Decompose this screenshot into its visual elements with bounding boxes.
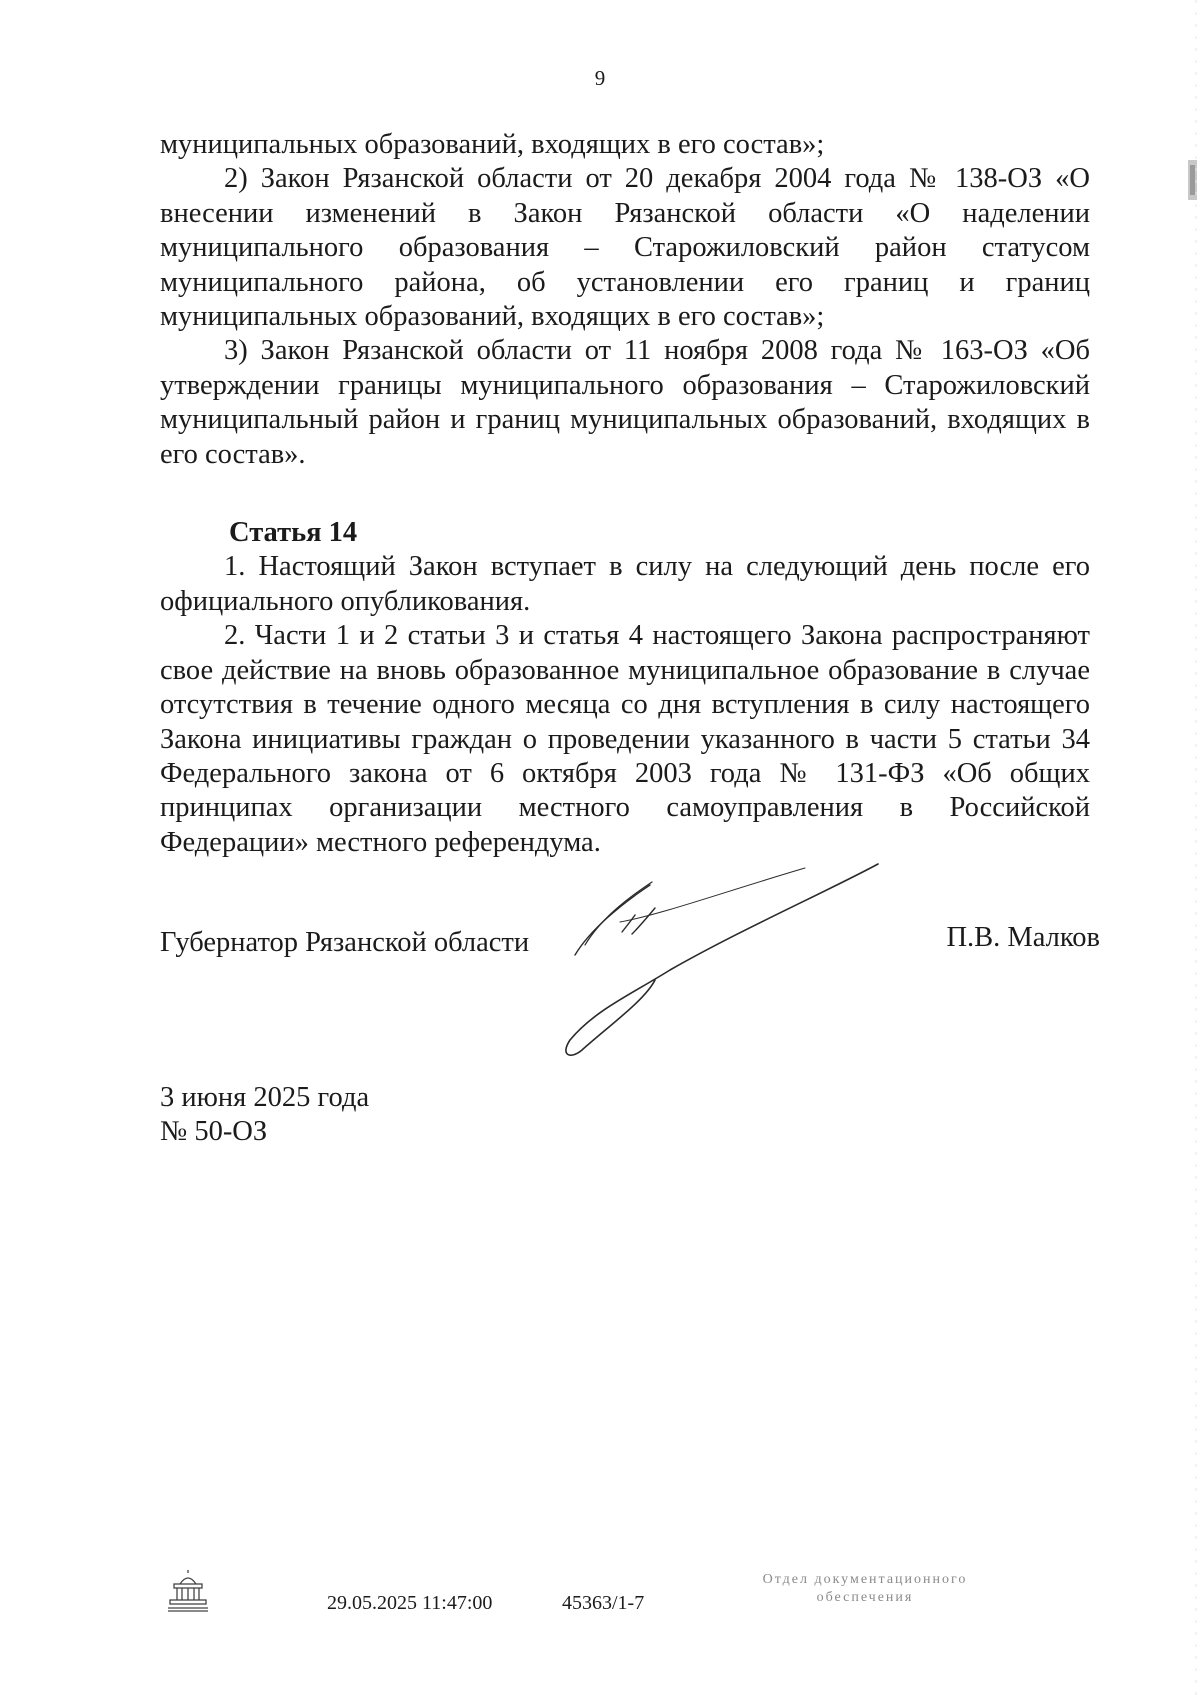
department-stamp	[700, 1571, 1030, 1607]
footer-registration-number: 45363/1-7	[562, 1592, 645, 1614]
scan-edge-artifact	[1178, 0, 1200, 1695]
paragraph-continuation: муниципальных образований, входящих в его состав»;	[160, 129, 825, 160]
stamp-line-1: Отдел документационного	[762, 1572, 968, 1587]
document-body	[160, 128, 1090, 860]
article-heading: Статья 14	[229, 517, 358, 549]
paragraph-item-2: 2) Закон Рязанской области от 20 декабря 2004 года № 138-ОЗ «О внесении изменений в Закон Рязанской области «О наделении муниципального образования – Старожиловский район статусом муниципального района, об установлении его границ и границ муниципальных образований, входящих в его состав»;	[160, 163, 1090, 333]
page-number: 9	[594, 66, 606, 90]
signatory-position: Губернатор Рязанской области	[160, 927, 530, 958]
footer-datetime: 29.05.2025 11:47:00	[327, 1592, 493, 1614]
signing-date: 3 июня 2025 года	[160, 1082, 370, 1113]
law-number: № 50-ОЗ	[160, 1116, 268, 1147]
paragraph-item-3: 3) Закон Рязанской области от 11 ноября 2008 года № 163-ОЗ «Об утверждении границы муниципального образования – Старожиловский муниципальный район и границ муниципальных образований, входящих в его состав».	[160, 335, 1090, 470]
stamp-line-2: обеспечения	[816, 1590, 914, 1605]
article-paragraph-1: 1. Настоящий Закон вступает в силу на следующий день после его официального опубликования.	[160, 551, 1090, 617]
duma-building-icon	[166, 1570, 210, 1614]
signatory-name: П.В. Малков	[946, 922, 1100, 953]
article-paragraph-2: 2. Части 1 и 2 статьи 3 и статья 4 настоящего Закона распространяют свое действие на вновь образованное муниципальное образование в случае отсутствия в течение одного месяца со дня вступления в силу настоящего Закона инициативы граждан о проведении указанного в части 5 статьи 34 Федерального закона от 6 октября 2003 года № 131-ФЗ «Об общих принципах организации местного самоуправления в Российской Федерации» местного референдума.	[160, 620, 1090, 858]
handwritten-signature	[560, 860, 880, 1060]
